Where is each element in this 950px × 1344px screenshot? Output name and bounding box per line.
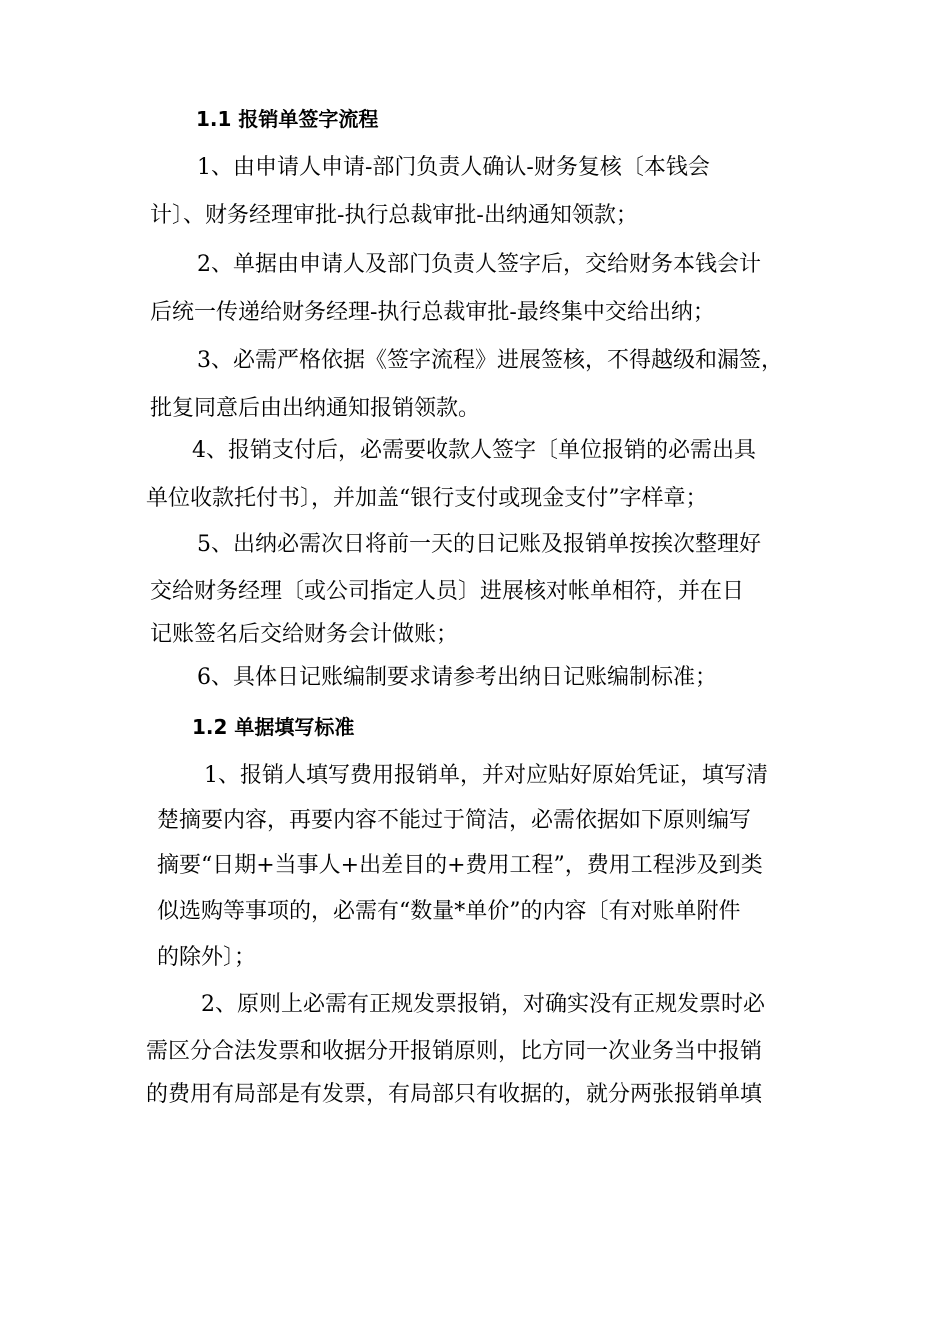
paragraph-line: 的费用有局部是有发票，有局部只有收据的，就分两张报销单填 xyxy=(146,1082,763,1107)
paragraph-line: 5、出纳必需次日将前一天的日记账及报销单按挨次整理好 xyxy=(197,532,761,557)
paragraph-line: 似选购等事项的，必需有“数量*单价”的内容〔有对账单附件 xyxy=(157,899,741,924)
paragraph-line: 计〕、财务经理审批-执行总裁审批-出纳通知领款； xyxy=(150,203,638,228)
paragraph-line: 记账签名后交给财务会计做账； xyxy=(150,622,459,647)
paragraph-line: 交给财务经理〔或公司指定人员〕进展核对帐单相符，并在日 xyxy=(150,579,745,604)
paragraph-line: 6、具体日记账编制要求请参考出纳日记账编制标准； xyxy=(197,665,717,690)
paragraph-line: 批复同意后由出纳通知报销领款。 xyxy=(150,396,481,421)
paragraph-line: 4、报销支付后，必需要收款人签字〔单位报销的必需出具 xyxy=(192,438,756,463)
paragraph-line: 摘要“日期+当事人+出差目的+费用工程”，费用工程涉及到类 xyxy=(157,853,763,878)
paragraph-line: 后统一传递给财务经理-执行总裁审批-最终集中交给出纳； xyxy=(150,300,715,325)
paragraph-line: 2、原则上必需有正规发票报销，对确实没有正规发票时必 xyxy=(201,992,765,1017)
paragraph-line: 需区分合法发票和收据分开报销原则，比方同一次业务当中报销 xyxy=(146,1039,763,1064)
paragraph-line: 1、由申请人申请-部门负责人确认-财务复核〔本钱会 xyxy=(197,155,710,180)
paragraph-line: 楚摘要内容，再要内容不能过于简洁，必需依据如下原则编写 xyxy=(157,808,752,833)
paragraph-line: 1、报销人填写费用报销单，并对应贴好原始凭证，填写清 xyxy=(204,763,768,788)
paragraph-line: 2、单据由申请人及部门负责人签字后，交给财务本钱会计 xyxy=(197,252,761,277)
paragraph-line: 3、必需严格依据《签字流程》进展签核，不得越级和漏签， xyxy=(197,348,783,373)
section-heading-1-2: 1.2 单据填写标准 xyxy=(192,715,355,739)
section-heading-1-1: 1.1 报销单签字流程 xyxy=(196,107,379,131)
paragraph-line: 单位收款托付书〕，并加盖“银行支付或现金支付”字样章； xyxy=(146,486,708,511)
paragraph-line: 的除外〕； xyxy=(157,945,257,970)
